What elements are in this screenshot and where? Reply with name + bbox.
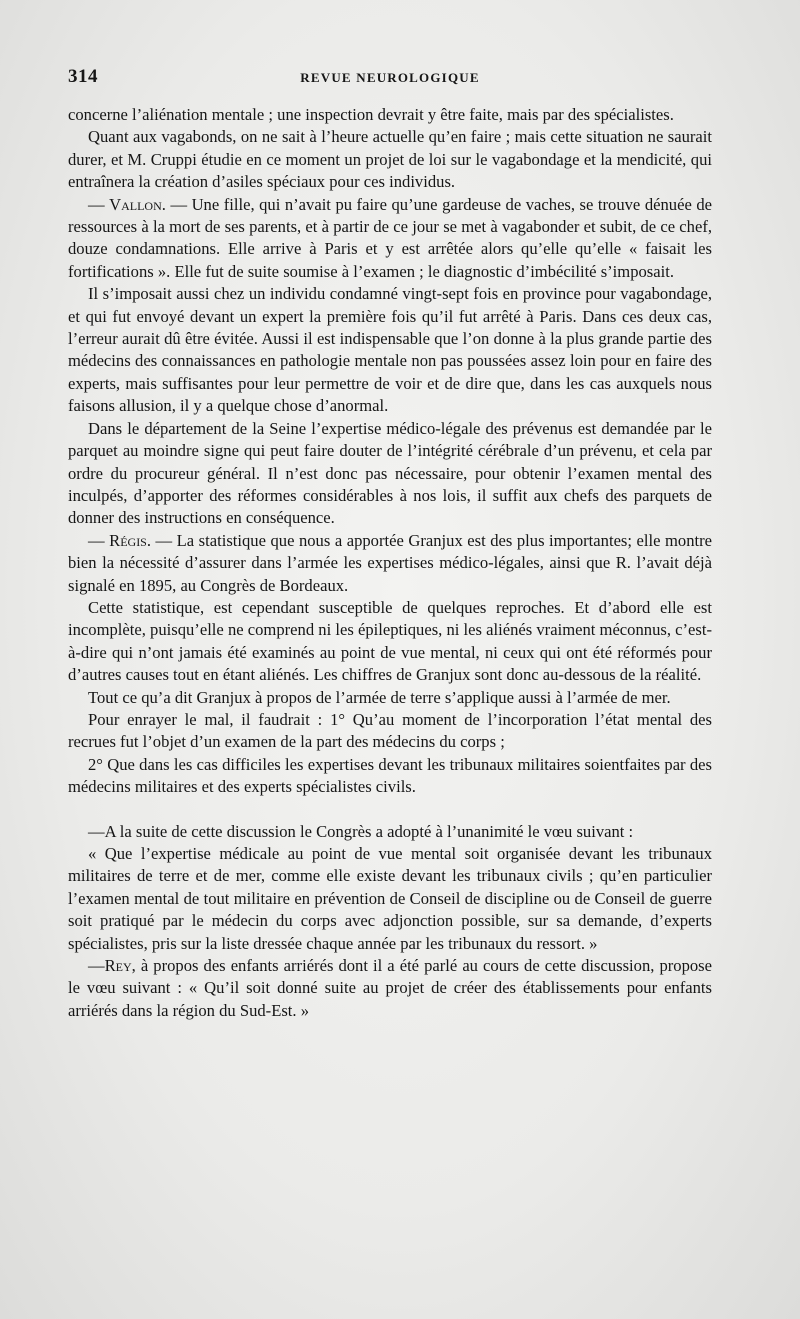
paragraph xyxy=(68,194,712,284)
paragraph-text: Dans le département de la Seine l’expertise médico-légale des prévenus est demandée par le parquet au moindre signe qui peut faire douter de l’intégrité cérébrale d’un prévenu, et cela par ordre du procureur général. Il n’est donc pas nécessaire, pour obtenir l’examen mental des inculpés, d’apporter des réformes considérables à nos lois, il suffit aux chefs des parquets de donner des instructions en conséquence. xyxy=(68,418,712,528)
paragraph xyxy=(68,709,712,754)
speaker-name: Vallon xyxy=(109,194,162,214)
paragraph-dash: — xyxy=(88,956,105,976)
paragraph-text: concerne l’aliénation mentale ; une inspection devrait y être faite, mais par des spécialistes. xyxy=(68,105,674,124)
paragraph-text: , à propos des enfants arriérés dont il a été parlé au cours de cette discussion, propose le vœu suivant : « Qu’il soit donné suite au projet de créer des établissements pour enfants arriérés dans la région du Sud-Est. » xyxy=(68,956,712,1020)
paragraph-text: Cette statistique, est cependant susceptible de quelques reproches. Et d’abord elle est incomplète, puisqu’elle ne comprend ni les épileptiques, ni les aliénés vraiment méconnus, c’est-à-dire qui n’ont jamais été examinés au point de vue mental, ni ceux qui ont été réformés pour d’autres causes tout en étant aliénés. Les chiffres de Granjux sont donc au-dessous de la réalité. xyxy=(68,597,712,685)
paragraph xyxy=(68,821,712,843)
body-text xyxy=(68,104,712,1022)
paragraph-dash: — xyxy=(88,530,110,550)
paragraph xyxy=(68,843,712,955)
speaker-name: Rey xyxy=(104,956,132,976)
paragraph xyxy=(68,754,712,799)
paragraph xyxy=(68,283,712,417)
paragraph-text: Tout ce qu’a dit Granjux à propos de l’armée de terre s’applique aussi à l’armée de mer. xyxy=(88,687,671,707)
paragraph xyxy=(68,530,712,597)
paragraph xyxy=(68,687,712,709)
paragraph-text: Il s’imposait aussi chez un individu condamné vingt-sept fois en province pour vagabondage, et qui fut envoyé devant un expert la première fois qu’il fut arrêté à Paris. Dans ces deux cas, l’erreur aurait dû être évitée. Aussi il est indispensable que l’on donne à la plus grande partie des médecins des connaissances en pathologie mentale non pas poussées assez loin pour en faire des experts, mais suffisantes pour leur permettre de voir et de dire que, dans les cas auxquels nous faisons allusion, il y a quelque chose d’anormal. xyxy=(68,284,712,416)
paragraph xyxy=(68,955,712,1022)
paragraph-text: « Que l’expertise médicale au point de vue mental soit organisée devant les tribunaux militaires de terre et de mer, comme elle existe devant les tribunaux civils ; qu’en particulier l’examen mental de tout militaire en prévention de Conseil de discipline ou de Conseil de guerre soit pratiqué par le médecin du corps avec adjonction possible, sur sa demande, d’experts spécialistes, pris sur la liste dressée chaque année par les tribunaux du ressort. » xyxy=(68,844,712,953)
paragraph-dash: — xyxy=(88,194,110,214)
paragraph-text: 2° Que dans les cas difficiles les expertises devant les tribunaux militaires soientfaites par des médecins militaires et des experts spécialistes civils. xyxy=(68,754,712,797)
page-header xyxy=(68,66,712,90)
speaker-name: Régis xyxy=(109,530,147,550)
paragraph xyxy=(68,418,712,530)
paragraph-text: —A la suite de cette discussion le Congrès a adopté à l’unanimité le vœu suivant : xyxy=(88,821,634,841)
paragraph-text: . — La statistique que nous a apportée Granjux est des plus importantes; elle montre bien la nécessité d’assurer dans l’armée les expertises médico-légales, ainsi que R. l’avait déjà signalé en 1895, au Congrès de Bordeaux. xyxy=(68,530,712,595)
page-number: 314 xyxy=(68,66,98,87)
paragraph-text: Pour enrayer le mal, il faudrait : 1° Qu’au moment de l’incorporation l’état mental des recrues fut l’objet d’un examen de la part des médecins du corps ; xyxy=(68,709,712,752)
paragraph xyxy=(68,597,712,687)
running-title: REVUE NEUROLOGIQUE xyxy=(300,70,480,85)
paragraph-text: Quant aux vagabonds, on ne sait à l’heure actuelle qu’en faire ; mais cette situation ne saurait durer, et M. Cruppi étudie en ce moment un projet de loi sur le vagabondage et la mendicité, qui entraînera la création d’asiles spéciaux pour ces individus. xyxy=(68,127,712,192)
paragraph xyxy=(68,126,712,193)
section-gap xyxy=(68,799,712,821)
paragraph xyxy=(68,104,712,126)
paragraph-text: . — Une fille, qui n’avait pu faire qu’une gardeuse de vaches, se trouve dénuée de ressources à la mort de ses parents, et à partir de ce jour se met à vagabonder et subit, de ce chef, douze condamnations. Elle arrive à Paris et y est arrêtée alors qu’elle qu’elle « faisait les fortifications ». Elle fut de suite soumise à l’examen ; le diagnostic d’imbécilité s’imposait. xyxy=(68,194,712,281)
